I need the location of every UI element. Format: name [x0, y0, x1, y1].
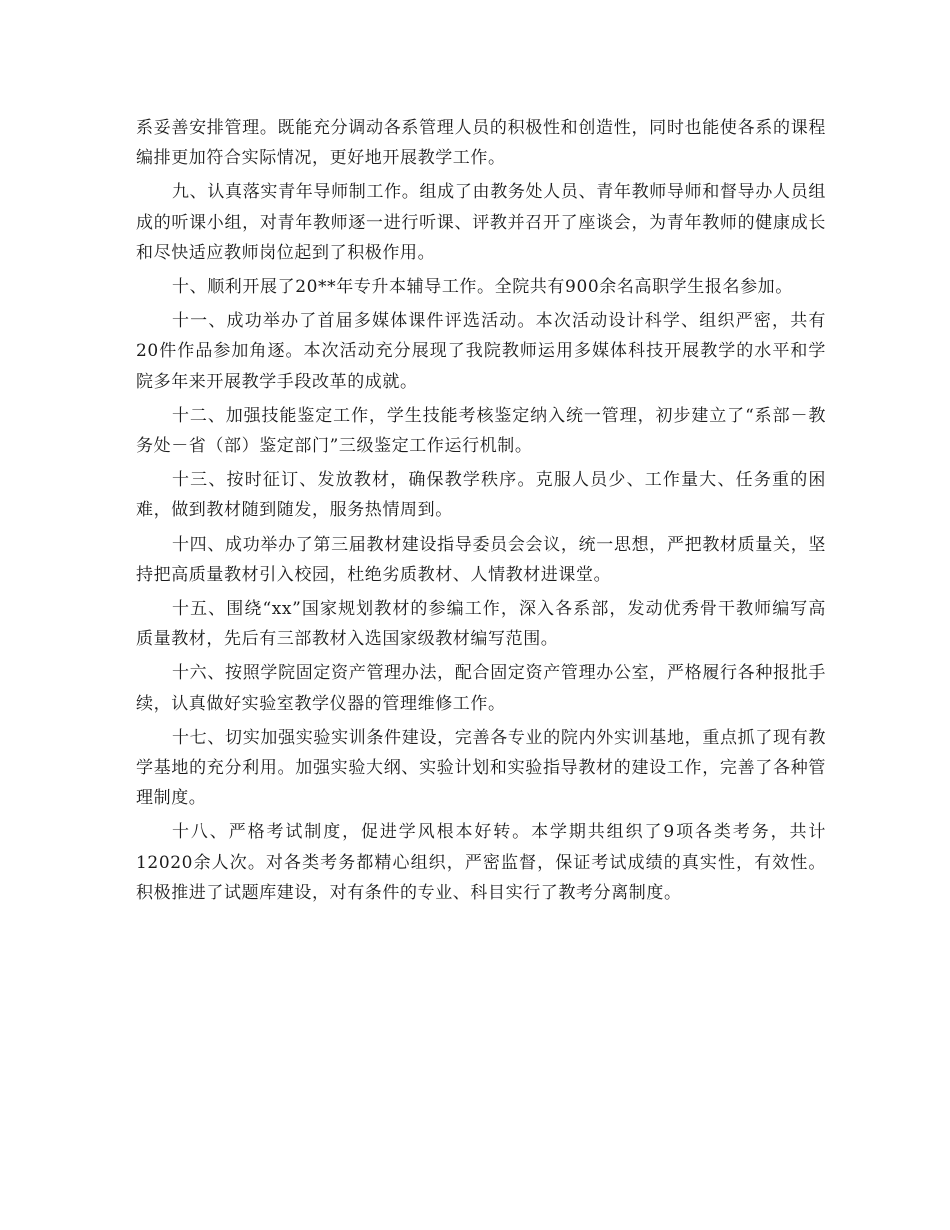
paragraph: 十七、切实加强实验实训条件建设，完善各专业的院内外实训基地，重点抓了现有教学基地的充分利用。加强实验大纲、实验计划和实验指导教材的建设工作，完善了各种管理制度。 [136, 727, 826, 809]
paragraph: 十一、成功举办了首届多媒体课件评选活动。本次活动设计科学、组织严密，共有20件作品参加角逐。本次活动充分展现了我院教师运用多媒体科技开展教学的水平和学院多年来开展教学手段改革的成就。 [136, 311, 826, 392]
paragraph: 十、顺利开展了20**年专升本辅导工作。全院共有900余名高职学生报名参加。 [172, 277, 793, 298]
paragraph: 系妥善安排管理。既能充分调动各系管理人员的积极性和创造性，同时也能使各系的课程编排更加符合实际情况，更好地开展教学工作。 [136, 118, 826, 169]
paragraph: 九、认真落实青年导师制工作。组成了由教务处人员、青年教师导师和督导办人员组成的听课小组，对青年教师逐一进行听课、评教并召开了座谈会，为青年教师的健康成长和尽快适应教师岗位起到了积极作用。 [136, 182, 826, 263]
paragraph: 十六、按照学院固定资产管理办法，配合固定资产管理办公室，严格履行各种报批手续，认真做好实验室教学仪器的管理维修工作。 [136, 663, 826, 714]
document-body [136, 113, 826, 912]
paragraph: 十三、按时征订、发放教材，确保教学秩序。克服人员少、工作量大、任务重的困难，做到教材随到随发，服务热情周到。 [136, 470, 826, 521]
paragraph: 十八、严格考试制度，促进学风根本好转。本学期共组织了9项各类考务，共计12020余人次。对各类考务都精心组织，严密监督，保证考试成绩的真实性，有效性。积极推进了试题库建设，对有条件的专业、科目实行了教考分离制度。 [136, 822, 826, 903]
paragraph: 十二、加强技能鉴定工作，学生技能考核鉴定纳入统一管理，初步建立了“系部－教务处－省（部）鉴定部门”三级鉴定工作运行机制。 [136, 405, 826, 457]
paragraph: 十四、成功举办了第三届教材建设指导委员会会议，统一思想，严把教材质量关，坚持把高质量教材引入校园，杜绝劣质教材、人情教材进课堂。 [136, 534, 826, 585]
paragraph: 十五、围绕“xx”国家规划教材的参编工作，深入各系部，发动优秀骨干教师编写高质量教材，先后有三部教材入选国家级教材编写范围。 [136, 599, 826, 650]
